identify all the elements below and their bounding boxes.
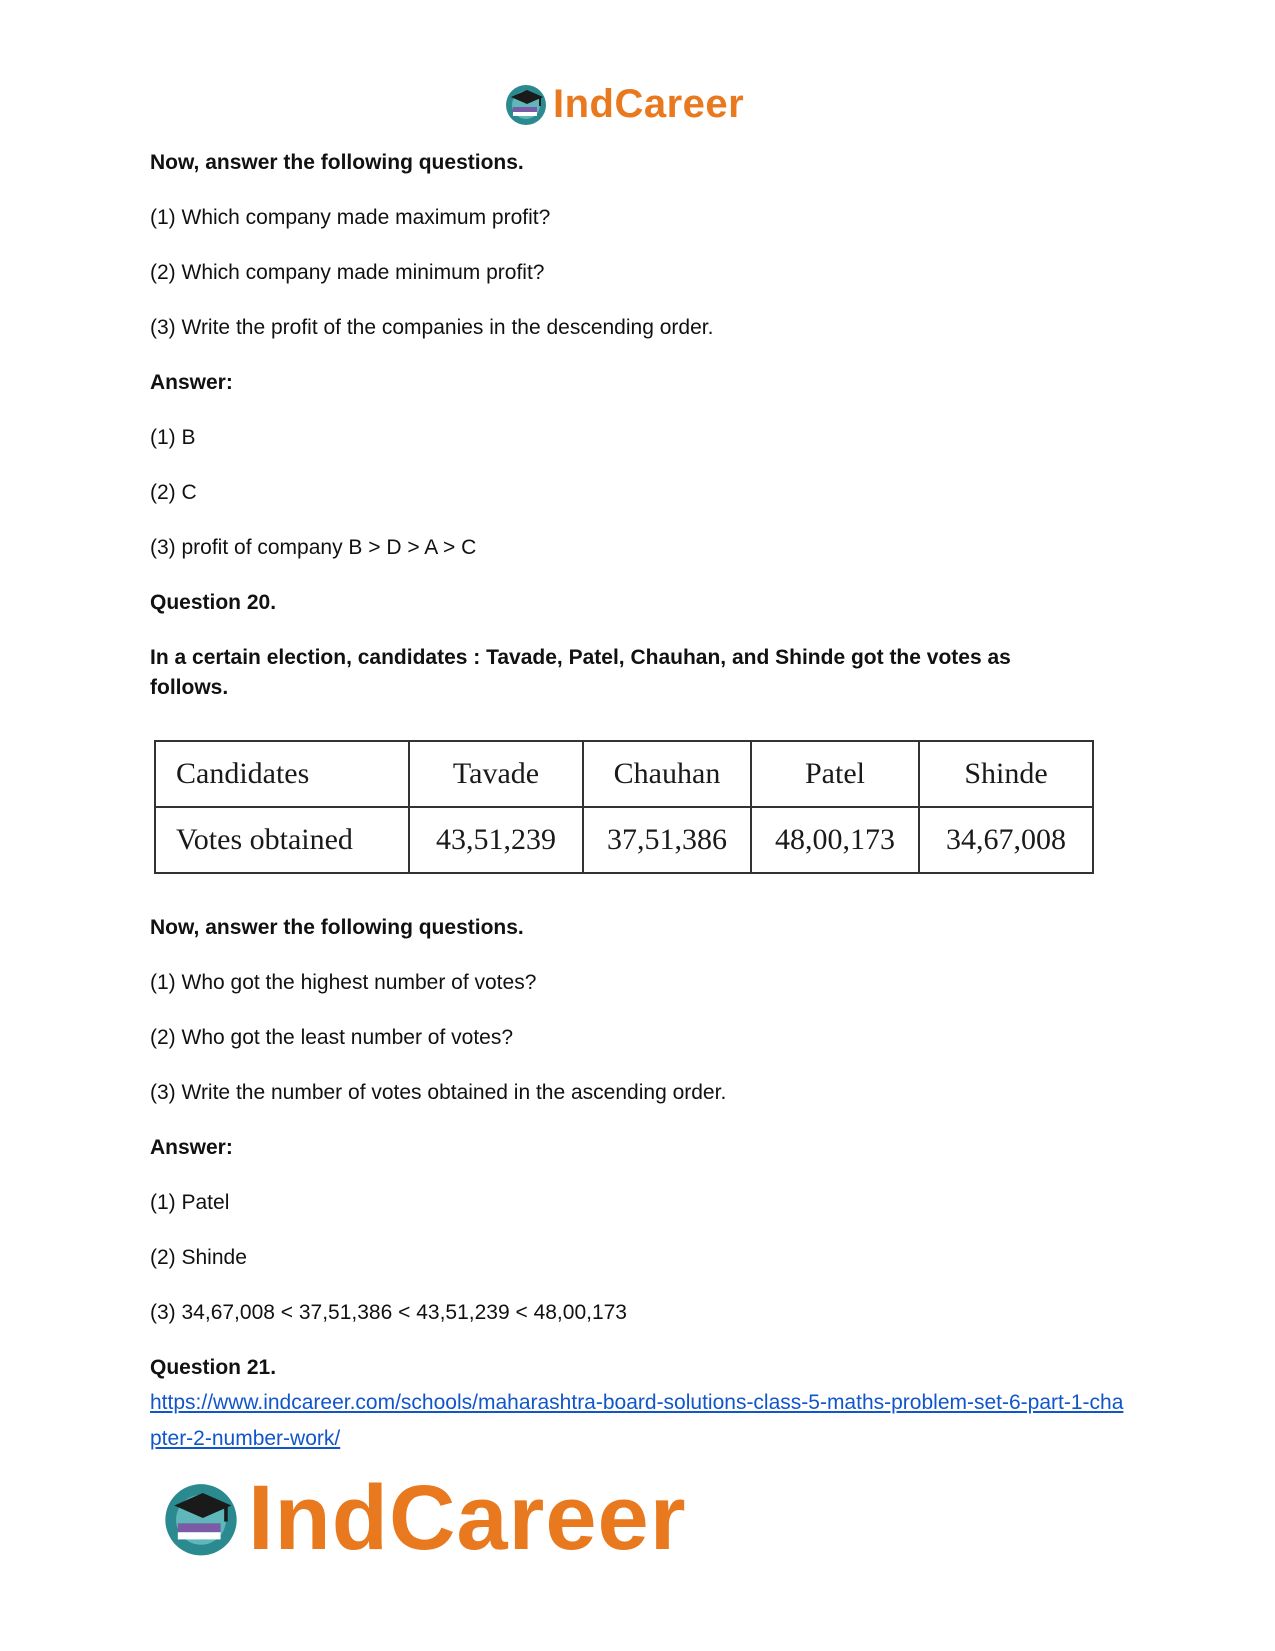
table-cell: 48,00,173 xyxy=(751,807,919,873)
footer-logo xyxy=(160,1468,687,1568)
answer-label: Answer: xyxy=(150,371,233,394)
question-item: (1) Who got the highest number of votes? xyxy=(150,971,537,994)
table-cell: 43,51,239 xyxy=(409,807,583,873)
answer-item: (2) Shinde xyxy=(150,1246,247,1269)
question-item: (2) Who got the least number of votes? xyxy=(150,1026,514,1049)
question-statement-line1: In a certain election, candidates : Tavade, Patel, Chauhan, and Shinde got the votes as xyxy=(150,646,1011,669)
answer-label: Answer: xyxy=(150,1136,233,1159)
table-cell: 37,51,386 xyxy=(583,807,751,873)
table-cell: 34,67,008 xyxy=(919,807,1093,873)
questions-prompt: Now, answer the following questions. xyxy=(150,916,524,939)
table-cell: Candidates xyxy=(155,741,409,807)
table-header-row xyxy=(155,741,1093,807)
answer-item: (3) 34,67,008 < 37,51,386 < 43,51,239 < 48,00,173 xyxy=(150,1301,627,1324)
question-title: Question 20. xyxy=(150,591,277,614)
header-logo xyxy=(503,80,744,128)
logo-wordmark: IndCareer xyxy=(248,1466,687,1569)
table-cell: Votes obtained xyxy=(155,807,409,873)
table-row xyxy=(155,807,1093,873)
graduation-cap-icon xyxy=(160,1477,242,1559)
source-link[interactable]: https://www.indcareer.com/schools/maharashtra-board-solutions-class-5-maths-problem-set-6-part-1-chapter-2-number-work/ xyxy=(150,1391,1124,1450)
table-cell: Chauhan xyxy=(583,741,751,807)
logo-wordmark: IndCareer xyxy=(553,81,745,126)
table-cell: Tavade xyxy=(409,741,583,807)
question-item: (3) Write the number of votes obtained in the ascending order. xyxy=(150,1081,727,1104)
question-item: (2) Which company made minimum profit? xyxy=(150,261,545,284)
votes-table xyxy=(154,740,1094,874)
table-cell: Patel xyxy=(751,741,919,807)
answer-item: (3) profit of company B > D > A > C xyxy=(150,536,477,559)
answer-item: (1) B xyxy=(150,426,196,449)
question-statement-line2: follows. xyxy=(150,676,229,699)
question-item: (1) Which company made maximum profit? xyxy=(150,206,551,229)
graduation-cap-icon xyxy=(503,81,549,127)
table-cell: Shinde xyxy=(919,741,1093,807)
answer-item: (2) C xyxy=(150,481,197,504)
question-title: Question 21. xyxy=(150,1356,277,1379)
question-item: (3) Write the profit of the companies in the descending order. xyxy=(150,316,714,339)
questions-prompt: Now, answer the following questions. xyxy=(150,151,524,174)
answer-item: (1) Patel xyxy=(150,1191,230,1214)
